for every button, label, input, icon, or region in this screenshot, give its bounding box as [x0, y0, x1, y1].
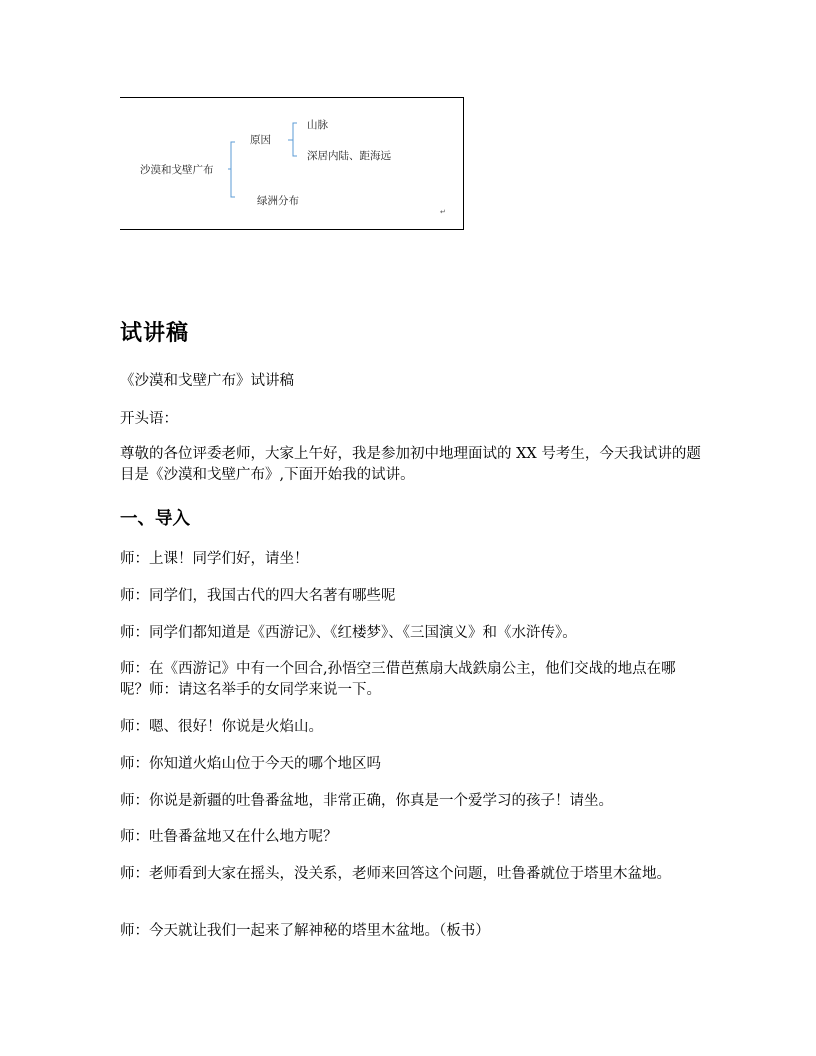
- paragraph-mark: ↵: [440, 208, 446, 216]
- mindmap-cause-item: 深居内陆、距海远: [307, 150, 391, 162]
- body-paragraph: 师：你说是新疆的吐鲁番盆地，非常正确，你真是一个爱学习的孩子！请坐。: [120, 793, 613, 809]
- body-paragraph: 师：在《西游记》中有一个回合,孙悟空三借芭蕉扇大战鉄扇公主，他们交战的地点在哪呢？师：请这名举手的女同学来说一下。: [120, 661, 676, 698]
- body-paragraph: 师：吐鲁番盆地又在什么地方呢？: [120, 829, 338, 845]
- opening-label: 开头语：: [120, 411, 178, 427]
- mindmap-branch-oasis: 绿洲分布: [257, 195, 299, 207]
- mindmap-branch-cause: 原因: [250, 134, 271, 146]
- mindmap-figure: [120, 97, 464, 230]
- mindmap-cause-item: 山脉: [307, 119, 328, 131]
- opening-paragraph: 尊敬的各位评委老师，大家上午好，我是参加初中地理面试的 XX 号考生，今天我试讲的题目是《沙漠和戈壁广布》,下面开始我的试讲。: [120, 446, 701, 483]
- mindmap-root: 沙漠和戈壁广布: [140, 164, 214, 176]
- body-paragraph: 师：同学们，我国古代的四大名著有哪些呢: [120, 588, 396, 604]
- body-paragraph: 师：今天就让我们一起来了解神秘的塔里木盆地。（板书）: [120, 923, 490, 939]
- body-paragraph: 师：你知道火焰山位于今天的哪个地区吗: [120, 756, 381, 772]
- body-paragraph: 师：老师看到大家在摇头，没关系，老师来回答这个问题，吐鲁番就位于塔里木盆地。: [120, 866, 671, 882]
- body-paragraph: 师：上课！同学们好，请坐！: [120, 551, 309, 567]
- subtitle-paragraph: 《沙漠和戈壁广布》试讲稿: [120, 373, 294, 389]
- page-title: 试讲稿: [120, 321, 190, 346]
- body-paragraph: 师：同学们都知道是《西游记》、《红楼梦》、《三国演义》和《水浒传》。: [120, 625, 577, 641]
- section-heading: 一、导入: [120, 509, 190, 529]
- body-paragraph: 师：嗯、很好！你说是火焰山。: [120, 719, 323, 735]
